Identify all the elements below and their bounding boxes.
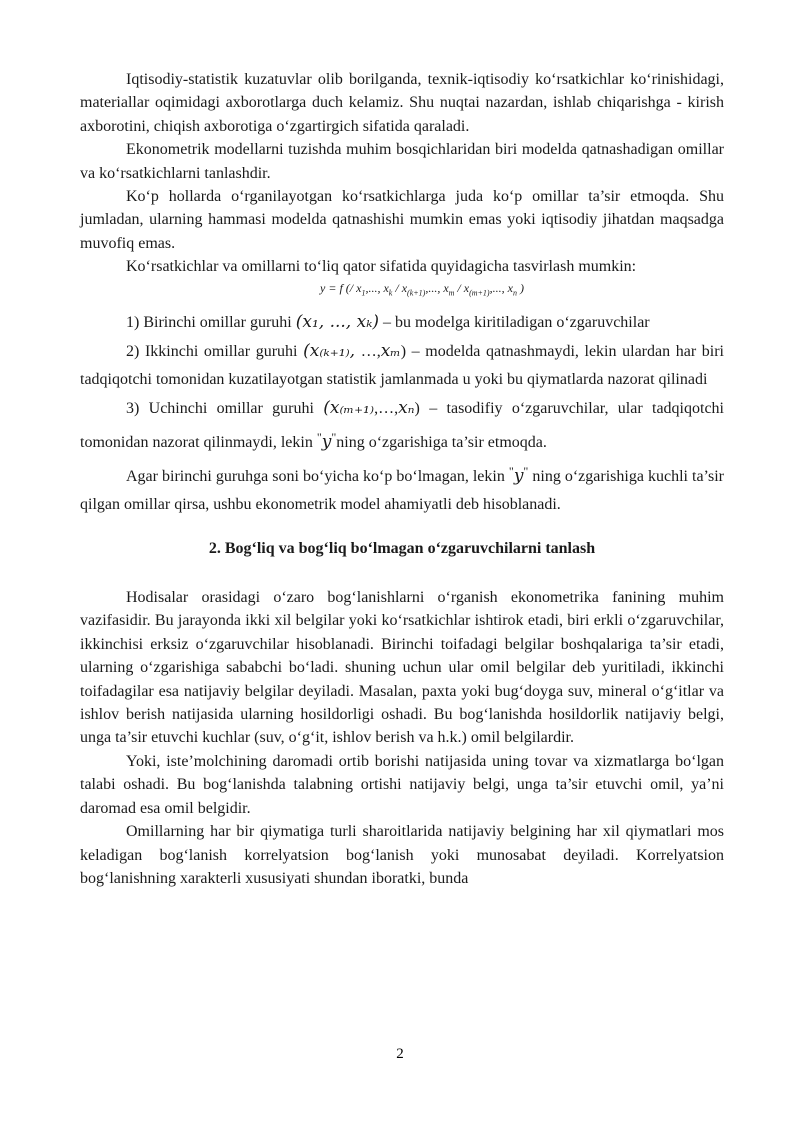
list-item-2-prefix: 2) Ikkinchi omillar guruhi bbox=[126, 343, 298, 361]
formula-text: / x bbox=[454, 280, 470, 295]
formula-sub: k bbox=[388, 288, 393, 298]
paragraph-5: Agar birinchi guruhga soni boʻyicha koʻp boʻlmagan, lekin "y" ning oʻzgarishiga kuchli ta’sir qilgan omillar qirsa, ushbu ekonometrik model ahamiyatli deb hisoblanadi. bbox=[80, 464, 724, 514]
page-number: 2 bbox=[396, 1046, 404, 1062]
list-item-2 bbox=[80, 337, 724, 394]
list-item-3-prefix: 3) Uchinchi omillar guruhi bbox=[126, 400, 314, 418]
formula-text: ,..., x bbox=[425, 280, 449, 295]
paragraph-5-y: y bbox=[513, 466, 524, 487]
paragraph-1: Iqtisodiy-statistik kuzatuvlar olib borilganda, texnik-iqtisodiy koʻrsatkichlar koʻrinishidagi, materiallar oqimidagi axborotlarga duch kelamiz. Shu nuqtai nazardan, ishlab chiqarishga - kirish axborotini, chiqish axborotiga oʻzgartirgich sifatida qaraladi. bbox=[80, 71, 724, 135]
section-title: 2. Bogʻliq va bogʻliq boʻlmagan oʻzgaruvchilarni tanlash bbox=[208, 540, 596, 558]
paragraph-4: Koʻrsatkichlar va omillarni toʻliq qator sifatida quyidagicha tasvirlash mumkin: bbox=[126, 258, 637, 276]
formula-text: ,..., x bbox=[365, 280, 389, 295]
section-paragraph-2: Yoki, iste’molchining daromadi ortib borishi natijasida uning tovar va xizmatlarga boʻlgan talabi oshadi. Bu bogʻlanishda talabning ortishi natijaviy belgi, unga ta’sir etuvchi omil, ya’ni daromad esa omil belgidir. bbox=[80, 752, 724, 817]
list-item-1-suffix: – bu modelga kiritiladigan oʻzgaruvchilar bbox=[383, 314, 650, 332]
list-item-3-mid: ,…, bbox=[374, 400, 399, 418]
list-item-2-suffix: ) – modelda qatnashmaydi, lekin ulardan har biri tadqiqotchi tomonidan kuzatilayotgan statistik jamlanmada u yoki bu qiymatlarda nazorat qilinadi bbox=[80, 343, 724, 389]
list-item-3-end: ning oʻzgarishiga ta’sir etmoqda. bbox=[336, 434, 547, 452]
paragraph-2: Ekonometrik modellarni tuzishda muhim bosqichlaridan biri modelda qatnashadigan omillar va koʻrsatkichlarni tanlashdir. bbox=[80, 141, 724, 182]
formula-sub: (k+1) bbox=[407, 288, 426, 298]
formula-text: y = f (/ x bbox=[320, 280, 362, 295]
list-item-3-suffix: ) – tasodifiy oʻzgaruvchilar, ular tadqiqotchi tomonidan nazorat qilinmaydi, lekin bbox=[80, 400, 724, 452]
document-page bbox=[80, 68, 724, 890]
formula-text: ,..., x bbox=[489, 280, 513, 295]
formula-text: ) bbox=[516, 280, 524, 295]
formula-sub: n bbox=[512, 288, 517, 298]
formula-text: / x bbox=[392, 280, 408, 295]
formula-sub: 1 bbox=[361, 288, 366, 298]
formula-sub: m bbox=[448, 288, 455, 298]
list-item-3-y: y bbox=[321, 432, 332, 453]
list-item-2-math2: xₘ bbox=[380, 341, 401, 362]
list-item-2-mid: …, bbox=[355, 343, 381, 361]
paragraph-3: Koʻp hollarda oʻrganilayotgan koʻrsatkichlarga juda koʻp omillar ta’sir etmoqda. Shu jumladan, ularning hammasi modelda qatnashishi mumkin emas yoki iqtisodiy jihatdan maqsadga muvofiq emas. bbox=[80, 188, 724, 252]
formula-sub: (m+1) bbox=[469, 288, 490, 298]
list-item-1-prefix: 1) Birinchi omillar guruhi bbox=[126, 314, 292, 332]
section-paragraph-3: Omillarning har bir qiymatiga turli sharoitlarida natijaviy belgining har xil qiymatlari mos keladigan bogʻlanish korrelyatsion bogʻlanish yoki munosabat deyiladi. Korrelyatsion bogʻlanishning xarakterli xususiyati shundan iboratki, bunda bbox=[80, 823, 724, 887]
list-item-2-math: (x₍ₖ₊₁₎, bbox=[303, 341, 356, 362]
list-item-3: 3) Uchinchi omillar guruhi (x₍ₘ₊₁₎,…,xₙ) – tasodifiy oʻzgaruvchilar, ular tadqiqotchi tomonidan nazorat qilinmaydi, lekin "y"ning oʻzgarishiga ta’sir etmoqda. bbox=[80, 398, 724, 453]
factor-formula bbox=[80, 279, 724, 302]
list-item-3-math: (x₍ₘ₊₁₎ bbox=[323, 398, 375, 419]
list-item-3-math2: xₙ bbox=[398, 398, 415, 419]
list-item-1-math: (x₁, ..., xₖ) bbox=[295, 312, 380, 333]
paragraph-5-after: ning oʻzgarishiga kuchli ta’sir qilgan omillar qirsa, ushbu ekonometrik model ahamiyatli deb hisoblanadi. bbox=[80, 468, 724, 514]
list-item-1 bbox=[80, 308, 724, 337]
section-paragraph-1: Hodisalar orasidagi oʻzaro bogʻlanishlarni oʻrganish ekonometrika fanining muhim vazifasidir. Bu jarayonda ikki xil belgilar yoki koʻrsatkichlar ishtirok etadi, biri erkli oʻzgaruvchilar, ikkinchisi erksiz oʻzgaruvchilar hisoblanadi. Birinchi toifadagi belgilar boshqalariga ta’sir etadi, ularning oʻzgarishiga sababchi boʻladi. shuning uchun ular omil belgilar deb yuritiladi, ikkinchi toifadagilar esa natijaviy belgilar deyiladi. Masalan, paxta yoki bugʻdoyga suv, mineral oʻgʻitlar va ishlov berish natijasida ularning hosildorligi oshadi. Bu bogʻlanishda hosildorlik natijaviy belgi, unga ta’sir etuvchi kuchlar (suv, oʻgʻit, ishlov berish va h.k.) omil belgilardir. bbox=[80, 589, 724, 747]
paragraph-5-before: Agar birinchi guruhga soni boʻyicha koʻp boʻlmagan, lekin bbox=[126, 468, 505, 486]
